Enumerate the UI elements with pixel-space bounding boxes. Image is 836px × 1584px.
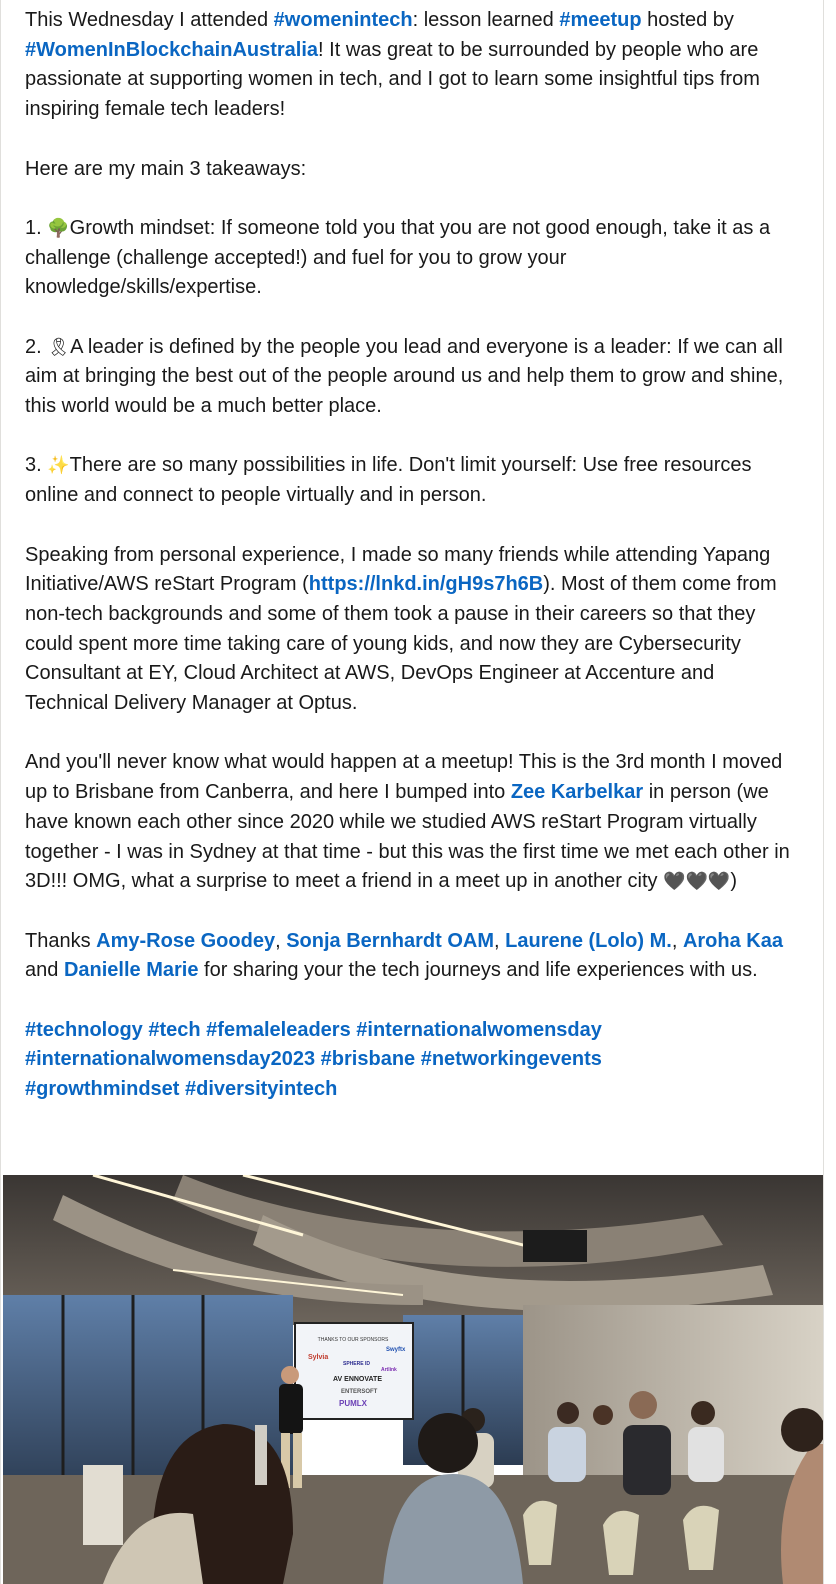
- hashtag-item[interactable]: #networkingevents: [420, 1048, 602, 1071]
- meetup-paragraph: And you'll never know what would happen at a meetup! This is the 3rd month I moved up to Brisbane from Canberra, and here I bumped into Zee Karbelkar in person (we have known each other since 2020 while we studied AWS reStart Program virtually together - I was in Sydney at that time - but this was the first time we met each other in 3D!!! OMG, what a surprise to meet a friend in a meet up in another city 🖤🖤🖤): [25, 751, 790, 893]
- mention-laurene-m[interactable]: Laurene (Lolo) M.: [505, 929, 672, 952]
- hashtag-list: [25, 1016, 799, 1105]
- experience-paragraph: Speaking from personal experience, I made so many friends while attending Yapang Initiative/AWS reStart Program (https://lnkd.in/gH9s7h6B). Most of them come from non-tech backgrounds and some of them took a pause in their careers so that they could spent more time taking care of young kids, and now they are Cybersecurity Consultant at EY, Cloud Architect at AWS, DevOps Engineer at Accenture and Technical Delivery Manager at Optus.: [25, 543, 777, 715]
- mention-danielle-marie[interactable]: Danielle Marie: [63, 959, 199, 982]
- ribbon-icon: 🎗: [47, 336, 71, 357]
- mention-zee-karbelkar[interactable]: Zee Karbelkar: [510, 781, 644, 804]
- audience-body: [623, 1425, 671, 1495]
- hashtag-womeninblockchainaustralia[interactable]: #WomenInBlockchainAustralia: [25, 38, 319, 61]
- sparkles-icon: ✨: [47, 455, 70, 476]
- sponsor-logo: Swyftx: [386, 1347, 406, 1353]
- tree-icon: 🌳: [47, 217, 70, 238]
- takeaways-heading: Here are my main 3 takeaways:: [25, 157, 307, 180]
- intro-paragraph: This Wednesday I attended #womenintech: lesson learned #meetup hosted by #WomenInBlockchainAustralia! It was great to be surrounded by people who are passionate at supporting women in tech, and I got to learn some insightful tips from inspiring female tech leaders!: [25, 9, 760, 121]
- meetup-photo-illustration: [3, 1175, 823, 1584]
- sponsor-logo: AV ENNOVATE: [333, 1376, 383, 1383]
- lectern: [255, 1425, 267, 1485]
- black-heart-icon: 🖤🖤🖤: [663, 871, 731, 892]
- sponsor-logo: Sylvia: [308, 1354, 329, 1361]
- chair: [523, 1501, 557, 1565]
- hashtag-item[interactable]: #diversityintech: [185, 1078, 338, 1101]
- sponsor-logo: PUMLX: [339, 1399, 367, 1408]
- hashtag-item[interactable]: #internationalwomensday: [356, 1018, 602, 1041]
- mention-amy-rose-goodey[interactable]: Amy-Rose Goodey: [96, 929, 276, 952]
- hashtag-womenintech[interactable]: #womenintech: [273, 9, 413, 31]
- audience-head: [557, 1402, 579, 1424]
- side-table: [83, 1465, 123, 1545]
- sponsor-logo: ENTERSOFT: [341, 1389, 378, 1395]
- post-text: [1, 0, 823, 1105]
- post-photo[interactable]: [3, 1175, 823, 1584]
- hashtag-item[interactable]: #internationalwomensday2023: [25, 1048, 316, 1071]
- thanks-paragraph: Thanks Amy-Rose Goodey, Sonja Bernhardt OAM, Laurene (Lolo) M., Aroha Kaa and Danielle Marie for sharing your the tech journeys and life experiences with us.: [25, 929, 783, 982]
- takeaway-1: 1. 🌳Growth mindset: If someone told you that you are not good enough, take it as a challenge (challenge accepted!) and fuel for you to grow your knowledge/skills/expertise.: [25, 216, 771, 299]
- takeaway-2: 2. 🎗A leader is defined by the people you lead and everyone is a leader: If we can all aim at bringing the best out of the people around us and help them to grow and shine, this world would be a much better place.: [25, 335, 784, 418]
- speaker-head: [281, 1366, 299, 1384]
- mention-sonja-bernhardt[interactable]: Sonja Bernhardt OAM: [286, 929, 495, 952]
- sponsor-logo: SPHERE ID: [343, 1361, 370, 1367]
- screen-heading: THANKS TO OUR SPONSORS: [317, 1337, 389, 1343]
- hashtag-item[interactable]: #growthmindset: [25, 1078, 180, 1101]
- projector: [523, 1230, 587, 1262]
- hashtag-item[interactable]: #brisbane: [320, 1048, 416, 1071]
- hashtag-meetup[interactable]: #meetup: [559, 9, 642, 31]
- hashtag-item[interactable]: #femaleleaders: [206, 1018, 351, 1041]
- chair: [603, 1511, 639, 1575]
- shortlink[interactable]: https://lnkd.in/gH9s7h6B: [308, 573, 544, 596]
- mention-aroha-kaa[interactable]: Aroha Kaa: [682, 929, 783, 952]
- hashtag-item[interactable]: #technology: [25, 1018, 143, 1041]
- foreground-head: [418, 1413, 478, 1473]
- chair: [683, 1506, 719, 1570]
- speaker-body: [279, 1384, 303, 1434]
- takeaway-3: 3. ✨There are so many possibilities in life. Don't limit yourself: Use free resources online and connect to people virtually and in person.: [25, 454, 752, 507]
- sponsor-logo: Artlink: [381, 1367, 397, 1373]
- hashtag-item[interactable]: #tech: [148, 1018, 201, 1041]
